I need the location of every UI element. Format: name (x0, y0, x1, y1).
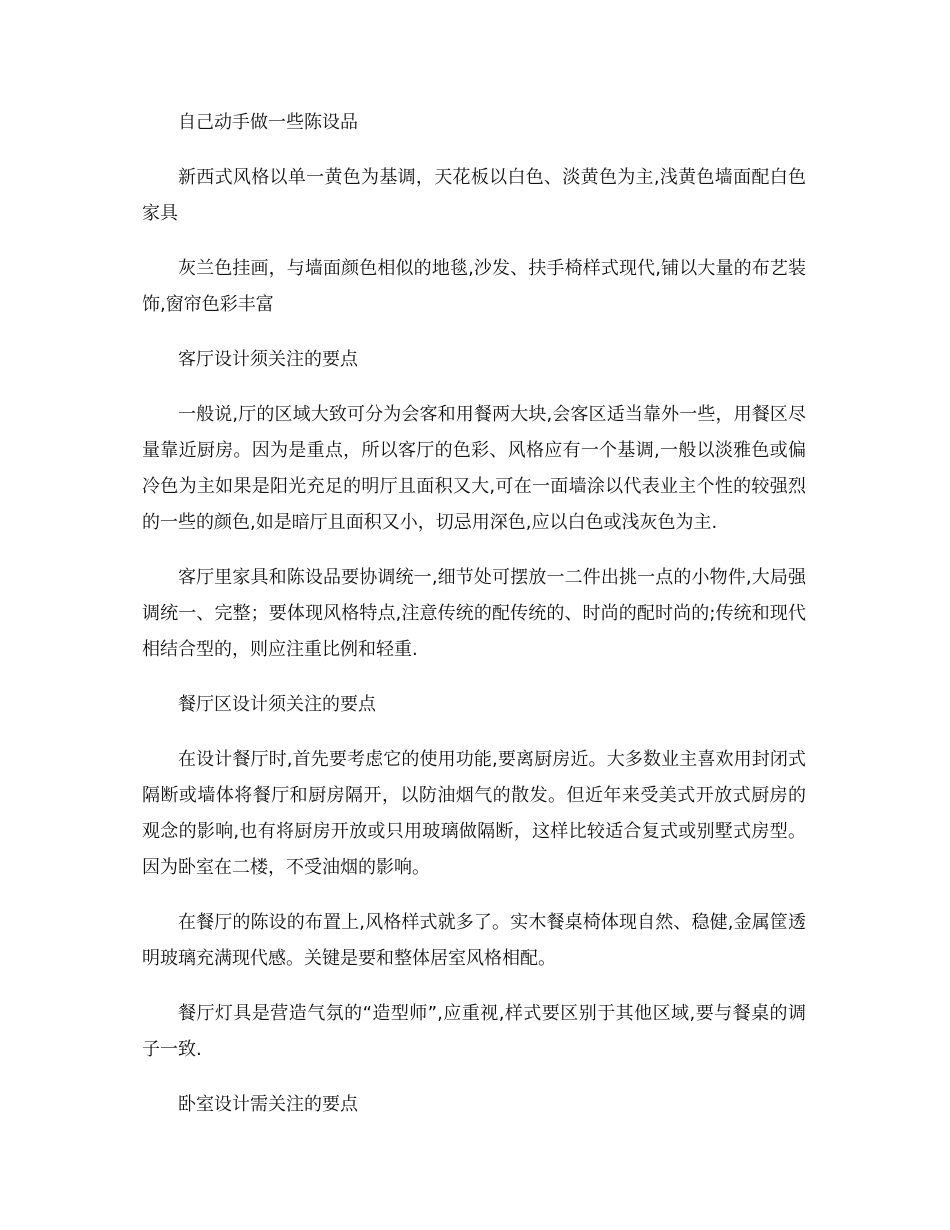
heading-bedroom: 卧室设计需关注的要点 (178, 1094, 358, 1115)
paragraph-living-room-furniture: 客厅里家具和陈设品要协调统一,细节处可摆放一二件出挑一点的小物件,大局强调统一、完整；要体现风格特点,注意传统的配传统的、时尚的配时尚的;传统和现代相结合型的，则应注重比例和轻重. (142, 567, 806, 660)
paragraph-diy-decor: 自己动手做一些陈设品 (178, 112, 358, 133)
paragraph-dining-room-furnishing: 在餐厅的陈设的布置上,风格样式就多了。实木餐桌椅体现自然、稳健,金属筐透明玻璃充满现代感。关键是要和整体居室风格相配。 (142, 912, 806, 969)
paragraph-dining-room-design: 在设计餐厅时,首先要考虑它的使用功能,要离厨房近。大多数业主喜欢用封闭式隔断或墙体将餐厅和厨房隔开，以防油烟气的散发。但近年来受美式开放式厨房的观念的影响,也有将厨房开放或只用玻璃做隔断，这样比较适合复式或别墅式房型。因为卧室在二楼，不受油烟的影响。 (142, 749, 806, 878)
heading-dining-room: 餐厅区设计须关注的要点 (178, 694, 376, 715)
paragraph-new-western-style: 新西式风格以单一黄色为基调，天花板以白色、淡黄色为主,浅黄色墙面配白色家具 (142, 167, 806, 224)
paragraph-living-room-zones: 一般说,厅的区域大致可分为会客和用餐两大块,会客区适当靠外一些，用餐区尽量靠近厨房。因为是重点，所以客厅的色彩、风格应有一个基调,一般以淡雅色或偏冷色为主如果是阳光充足的明厅且面积又大,可在一面墙涂以代表业主个性的较强烈的一些的颜色,如是暗厅且面积又小，切忌用深色,应以白色或浅灰色为主. (142, 404, 806, 533)
paragraph-blue-grey-painting: 灰兰色挂画，与墙面颜色相似的地毯,沙发、扶手椅样式现代,铺以大量的布艺装饰,窗帘色彩丰富 (142, 258, 806, 315)
paragraph-dining-room-lighting: 餐厅灯具是营造气氛的“造型师”,应重视,样式要区别于其他区域,要与餐桌的调子一致. (142, 1003, 806, 1060)
document-body (142, 105, 806, 1142)
heading-living-room: 客厅设计须关注的要点 (178, 349, 358, 370)
